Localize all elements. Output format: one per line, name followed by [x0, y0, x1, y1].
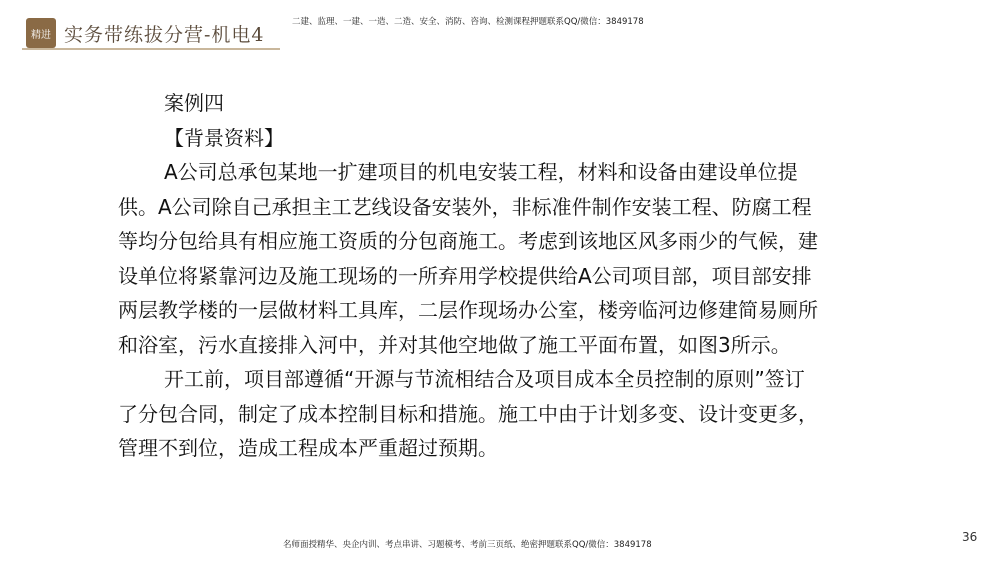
footer-contact-note: 名师面授精华、央企内训、考点串讲、习题模考、考前三页纸、绝密押题联系QQ/微信：3849178 — [283, 540, 652, 550]
section-label: 【背景资料】 — [164, 125, 284, 150]
case-content — [118, 86, 818, 466]
title-divider — [22, 48, 280, 50]
case-title: 案例四 — [164, 91, 224, 115]
page-title: 实务带练拔分营-机电4 — [64, 24, 265, 46]
background-paragraph: A公司总承包某地一扩建项目的机电安装工程，材料和设备由建设单位提供。A公司除自己承担主工艺线设备安装外，非标准件制作安装工程、防腐工程等均分包给具有相应施工资质的分包商施工。考虑到该地区风多雨少的气候，建设单位将紧靠河边及施工现场的一所弃用学校提供给A公司项目部，项目部安排两层教学楼的一层做材料工具库，二层作现场办公室，楼旁临河边修建简易厕所和浴室，污水直接排入河中，并对其他空地做了施工平面布置，如图3所示。 — [118, 160, 818, 357]
logo: 精进 — [26, 18, 56, 48]
header-contact-note: 二建、监理、一建、一造、二造、安全、消防、咨询、检测课程押题联系QQ/微信：3849178 — [292, 17, 644, 27]
cost-paragraph: 开工前，项目部遵循“开源与节流相结合及项目成本全员控制的原则”签订了分包合同，制定了成本控制目标和措施。施工中由于计划多变、设计变更多，管理不到位，造成工程成本严重超过预期。 — [118, 367, 818, 460]
page-number: 36 — [962, 530, 978, 544]
